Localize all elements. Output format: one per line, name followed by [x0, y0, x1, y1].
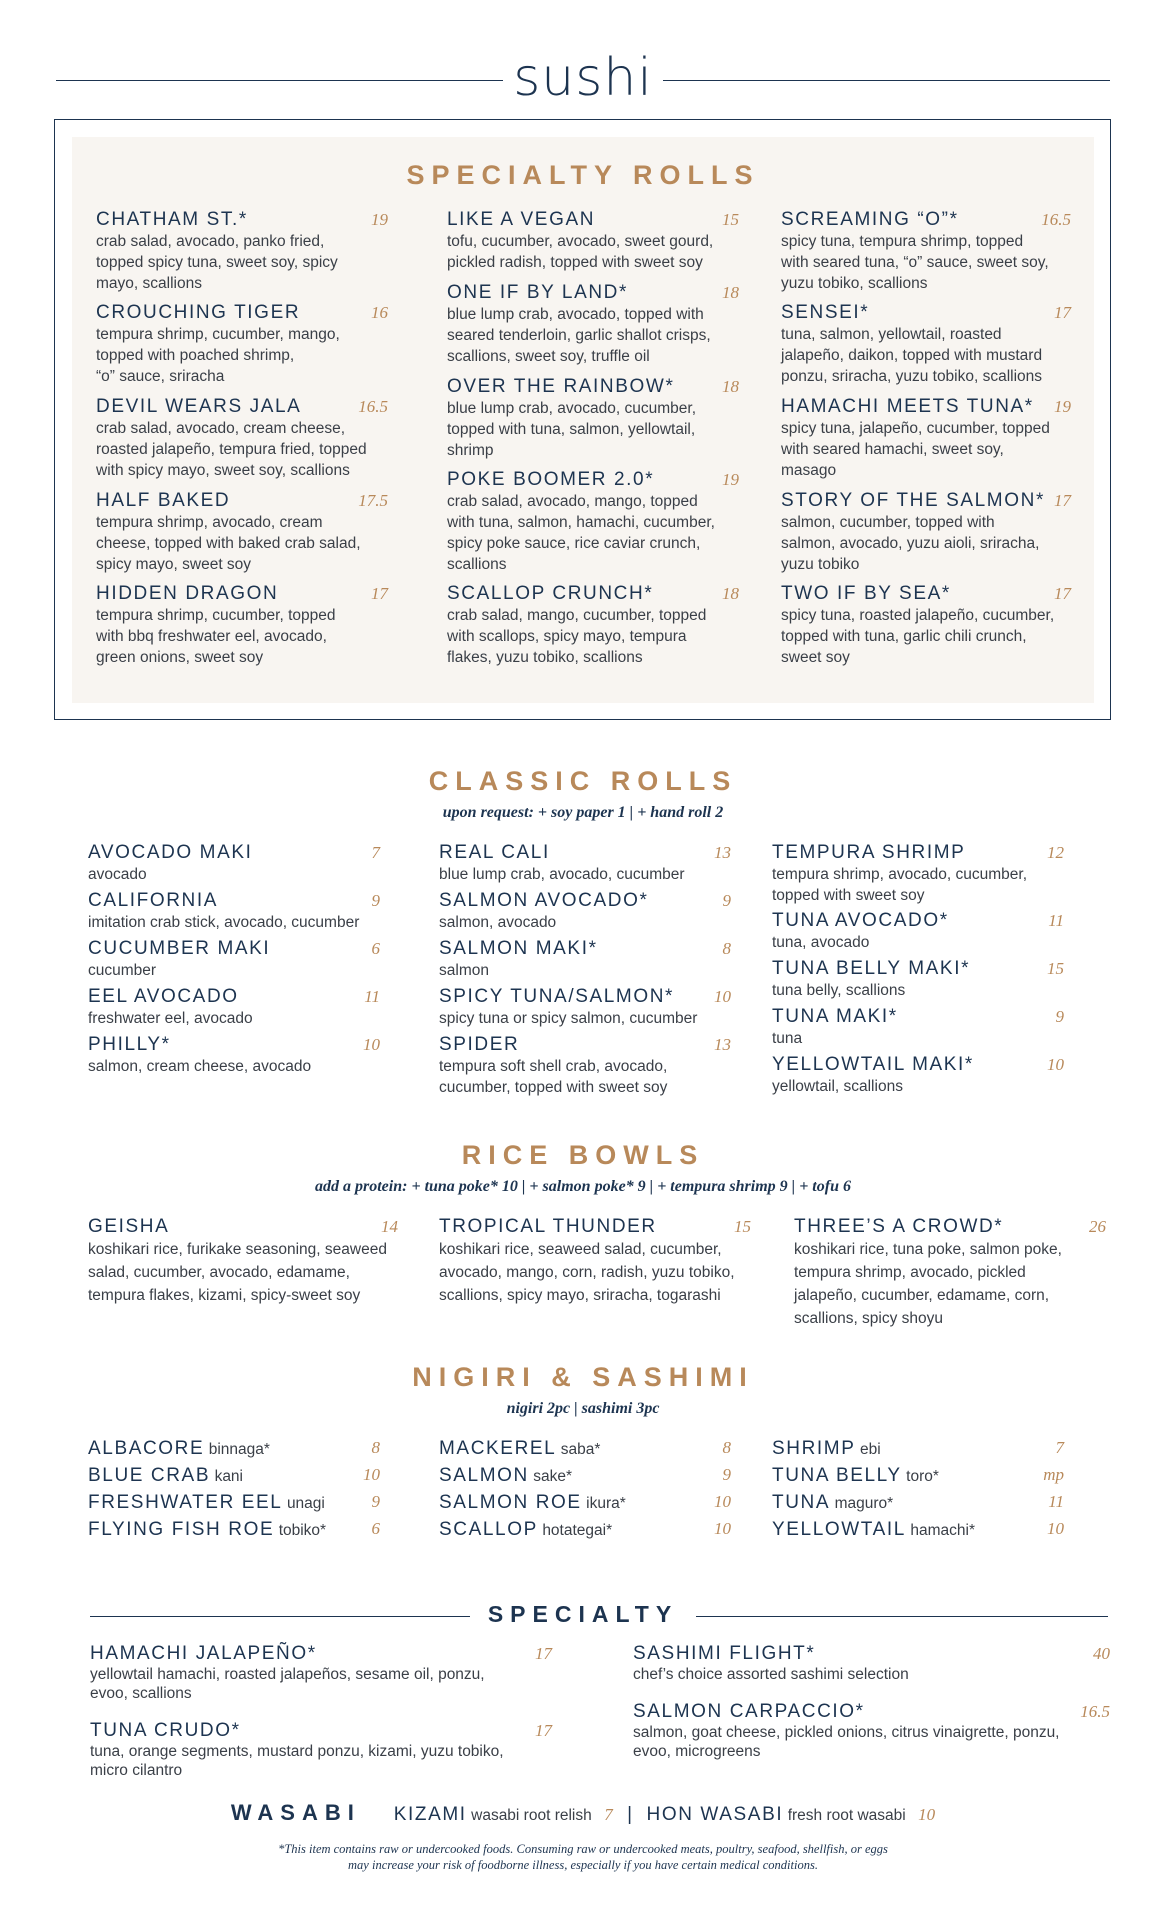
wasabi-item-sub: wasabi root relish [471, 1807, 592, 1824]
item-name: ALBACORE [88, 1438, 205, 1459]
menu-item [781, 396, 1071, 481]
item-name: SCALLOP CRUNCH* [447, 583, 654, 604]
item-name: BLUE CRAB [88, 1465, 211, 1486]
item-description: tempura shrimp, cucumber, mango, topped with poached shrimp, “o” sauce, sriracha [96, 326, 340, 385]
item-name: TUNA BELLY [772, 1465, 902, 1486]
menu-item [781, 583, 1071, 668]
item-name: SPICY TUNA/SALMON* [439, 986, 675, 1007]
item-name: TROPICAL THUNDER [439, 1216, 657, 1237]
item-price: 18 [722, 584, 739, 603]
item-name: MACKEREL [439, 1438, 557, 1459]
item-price: 17 [1054, 303, 1071, 322]
wasabi-item-name: HON WASABI [646, 1804, 784, 1825]
wasabi-item-price: 10 [918, 1805, 936, 1824]
item-price: 15 [722, 210, 739, 229]
nigiri-row [439, 1465, 731, 1487]
menu-item [439, 938, 731, 981]
item-name: CUCUMBER MAKI [88, 938, 271, 959]
item-price: 15 [1047, 959, 1064, 978]
item-price: 11 [1048, 911, 1064, 930]
item-price: 9 [722, 891, 731, 910]
rice-bowls-title: RICE BOWLS [461, 1140, 705, 1170]
menu-item [88, 842, 380, 885]
item-price: 7 [371, 843, 380, 862]
item-description: spicy tuna or spicy salmon, cucumber [439, 1010, 698, 1027]
classic-rolls-title: CLASSIC ROLLS [428, 766, 738, 796]
nigiri-row [439, 1492, 731, 1514]
item-name: TUNA CRUDO* [90, 1720, 241, 1741]
item-description: cucumber [88, 962, 157, 979]
item-price: 6 [371, 1519, 380, 1538]
item-description: crab salad, avocado, mango, topped with tuna, salmon, hamachi, cucumber, spicy poke sauce, rice caviar crunch, scallions [447, 493, 715, 573]
item-description: salmon, cucumber, topped with salmon, avocado, yuzu aioli, sriracha, yuzu tobiko [781, 514, 1040, 573]
item-name: SASHIMI FLIGHT* [633, 1643, 816, 1664]
item-description: spicy tuna, jalapeño, cucumber, topped with seared hamachi, sweet soy, masago [781, 420, 1050, 479]
specialty-rule-right [696, 1616, 1108, 1617]
item-name: SCREAMING “O”* [781, 209, 959, 230]
menu-item [781, 490, 1071, 575]
item-name: YELLOWTAIL [772, 1519, 906, 1540]
item-price: 8 [722, 1438, 731, 1457]
menu-item [88, 938, 380, 981]
item-description: tuna [772, 1030, 803, 1047]
menu-item [781, 209, 1071, 294]
item-name: SALMON CARPACCIO* [633, 1701, 865, 1722]
menu-item [90, 1643, 552, 1703]
item-japanese-name: kani [214, 1468, 243, 1485]
item-name: SHRIMP [772, 1438, 856, 1459]
item-name: SALMON AVOCADO* [439, 890, 649, 911]
item-price: 19 [722, 470, 739, 489]
menu-item [447, 469, 739, 575]
nigiri-row [439, 1519, 731, 1541]
item-description: crab salad, avocado, panko fried, topped spicy tuna, sweet soy, spicy mayo, scallions [96, 233, 338, 292]
item-name: TWO IF BY SEA* [781, 583, 951, 604]
item-price: 10 [714, 987, 731, 1006]
wasabi-separator: | [627, 1804, 633, 1825]
menu-item [772, 1054, 1064, 1097]
item-name: CROUCHING TIGER [96, 302, 301, 323]
item-price: 9 [371, 891, 380, 910]
item-name: PHILLY* [88, 1034, 171, 1055]
item-description: avocado [88, 866, 147, 883]
item-description: salmon [439, 962, 489, 979]
item-description: tuna, orange segments, mustard ponzu, kizami, yuzu tobiko, micro cilantro [90, 1743, 504, 1779]
nigiri-row [88, 1465, 380, 1487]
item-price: 17.5 [358, 491, 388, 510]
item-name: TUNA AVOCADO* [772, 910, 949, 931]
item-price: 11 [1048, 1492, 1064, 1511]
item-name: TEMPURA SHRIMP [772, 842, 966, 863]
item-description: spicy tuna, tempura shrimp, topped with seared tuna, “o” sauce, sweet soy, yuzu tobiko, scallions [781, 233, 1049, 292]
item-price: 19 [1054, 397, 1071, 416]
menu-item [96, 302, 388, 387]
nigiri-row [88, 1438, 380, 1460]
item-name: HIDDEN DRAGON [96, 583, 279, 604]
item-description: salmon, cream cheese, avocado [88, 1058, 312, 1075]
item-price: 10 [714, 1492, 731, 1511]
item-price: 13 [714, 1035, 731, 1054]
item-price: 10 [363, 1035, 380, 1054]
menu-item [447, 209, 739, 273]
item-price: 14 [381, 1217, 398, 1236]
item-price: 18 [722, 283, 739, 302]
menu-item [88, 1216, 398, 1307]
item-description: spicy tuna, roasted jalapeño, cucumber, topped with tuna, garlic chili crunch, sweet soy [781, 607, 1055, 666]
item-price: 18 [722, 377, 739, 396]
item-description: crab salad, avocado, cream cheese, roasted jalapeño, tempura fried, topped with spicy mayo, sweet soy, scallions [96, 420, 367, 479]
wasabi-row [0, 1800, 1166, 1826]
classic-rolls-subtitle: upon request: + soy paper 1 | + hand roll 2 [442, 804, 724, 821]
item-name: SALMON MAKI* [439, 938, 598, 959]
menu-item [88, 986, 380, 1029]
item-price: 9 [371, 1492, 380, 1511]
item-description: imitation crab stick, avocado, cucumber [88, 914, 360, 931]
item-price: 26 [1089, 1217, 1106, 1236]
item-price: 17 [535, 1644, 552, 1663]
wasabi-item-sub: fresh root wasabi [787, 1807, 906, 1824]
item-name: GEISHA [88, 1216, 170, 1237]
item-name: POKE BOOMER 2.0* [447, 469, 655, 490]
item-japanese-name: hamachi* [910, 1522, 975, 1539]
item-name: TUNA BELLY MAKI* [772, 958, 971, 979]
item-name: SALMON ROE [439, 1492, 582, 1513]
item-price: 10 [1047, 1055, 1064, 1074]
item-price: 9 [1055, 1007, 1064, 1026]
item-description: blue lump crab, avocado, topped with seared tenderloin, garlic shallot crisps, scallions, sweet soy, truffle oil [447, 306, 711, 365]
nigiri-row [772, 1519, 1064, 1541]
item-name: AVOCADO MAKI [88, 842, 253, 863]
item-description: tofu, cucumber, avocado, sweet gourd, pickled radish, topped with sweet soy [447, 233, 714, 271]
item-description: blue lump crab, avocado, cucumber, topped with tuna, salmon, yellowtail, shrimp [447, 400, 696, 459]
item-name: EEL AVOCADO [88, 986, 239, 1007]
menu-item [633, 1701, 1110, 1761]
item-price: 8 [371, 1438, 380, 1457]
item-name: HALF BAKED [96, 490, 231, 511]
item-price: 15 [734, 1217, 751, 1236]
nigiri-row [772, 1492, 1064, 1514]
nigiri-row [439, 1438, 731, 1460]
menu-item [794, 1216, 1106, 1330]
item-name: SENSEI* [781, 302, 870, 323]
item-description: yellowtail hamachi, roasted jalapeños, sesame oil, ponzu, evoo, scallions [90, 1666, 485, 1702]
item-description: salmon, avocado [439, 914, 557, 931]
menu-item [96, 490, 388, 575]
item-name: FRESHWATER EEL [88, 1492, 283, 1513]
item-price: 16 [371, 303, 388, 322]
wasabi-item-name: KIZAMI [393, 1804, 467, 1825]
menu-item [781, 302, 1071, 387]
item-name: HAMACHI JALAPEÑO* [90, 1643, 317, 1664]
item-price: 11 [364, 987, 380, 1006]
item-japanese-name: binnaga* [208, 1441, 270, 1458]
specialty-rolls-title: SPECIALTY ROLLS [406, 160, 760, 190]
menu-item [90, 1720, 552, 1780]
item-price: 9 [722, 1465, 731, 1484]
item-description: chef’s choice assorted sashimi selection [633, 1666, 909, 1683]
item-name: TUNA [772, 1492, 831, 1513]
item-name: LIKE A VEGAN [447, 209, 596, 230]
item-name: SPIDER [439, 1034, 520, 1055]
item-description: tempura shrimp, avocado, cream cheese, topped with baked crab salad, spicy mayo, sweet soy [96, 514, 361, 573]
item-description: tuna, salmon, yellowtail, roasted jalapeño, daikon, topped with mustard ponzu, sriracha, yuzu tobiko, scallions [781, 326, 1043, 385]
item-japanese-name: unagi [286, 1495, 325, 1512]
menu-item [439, 1034, 731, 1098]
item-description: koshikari rice, tuna poke, salmon poke, tempura shrimp, avocado, pickled jalapeño, cucumber, edamame, corn, scallions, spicy shoyu [794, 1241, 1062, 1327]
item-description: tempura shrimp, avocado, cucumber, topped with sweet soy [772, 866, 1028, 904]
menu-item [772, 958, 1064, 1001]
nigiri-subtitle: nigiri 2pc | sashimi 3pc [506, 1400, 660, 1417]
item-description: crab salad, mango, cucumber, topped with scallops, spicy mayo, tempura flakes, yuzu tobiko, scallions [447, 607, 707, 666]
item-price: 16.5 [1041, 210, 1071, 229]
menu-item [447, 583, 739, 668]
menu-item [96, 209, 388, 294]
item-japanese-name: sake* [533, 1468, 573, 1485]
item-price: 12 [1047, 843, 1064, 862]
menu-item [633, 1643, 1110, 1684]
rice-bowls-subtitle: add a protein: + tuna poke* 10 | + salmon poke* 9 | + tempura shrimp 9 | + tofu 6 [315, 1178, 851, 1195]
menu-item [88, 890, 380, 933]
nigiri-title: NIGIRI & SASHIMI [412, 1362, 754, 1392]
item-japanese-name: saba* [560, 1441, 601, 1458]
item-japanese-name: tobiko* [278, 1522, 327, 1539]
item-description: koshikari rice, seaweed salad, cucumber, avocado, mango, corn, radish, yuzu tobiko, scallions, spicy mayo, sriracha, togarashi [439, 1241, 735, 1304]
item-name: STORY OF THE SALMON* [781, 490, 1045, 511]
item-price: 8 [722, 939, 731, 958]
item-description: salmon, goat cheese, pickled onions, citrus vinaigrette, ponzu, evoo, microgreens [633, 1724, 1060, 1760]
nigiri-row [88, 1492, 380, 1514]
item-description: tuna, avocado [772, 934, 870, 951]
item-description: tempura soft shell crab, avocado, cucumber, topped with sweet soy [439, 1058, 668, 1096]
item-name: TUNA MAKI* [772, 1006, 898, 1027]
item-price: 17 [371, 584, 388, 603]
nigiri-row [772, 1438, 1064, 1460]
item-name: DEVIL WEARS JALA [96, 396, 302, 417]
item-name: FLYING FISH ROE [88, 1519, 275, 1540]
menu-item [772, 910, 1064, 953]
item-price: 13 [714, 843, 731, 862]
item-japanese-name: ikura* [586, 1495, 626, 1512]
menu-item [439, 890, 731, 933]
item-price: mp [1043, 1465, 1064, 1484]
raw-food-disclaimer: *This item contains raw or undercooked foods. Consuming raw or undercooked meats, poultry, seafood, shellfish, or eggs may increase your risk of foodborne illness, especially if you have certain medical conditions. [278, 1842, 888, 1872]
item-japanese-name: ebi [859, 1441, 881, 1458]
item-price: 6 [371, 939, 380, 958]
item-description: blue lump crab, avocado, cucumber [439, 866, 685, 883]
item-name: YELLOWTAIL MAKI* [772, 1054, 974, 1075]
item-name: OVER THE RAINBOW* [447, 376, 675, 397]
item-price: 7 [1055, 1438, 1064, 1457]
menu-item [439, 986, 731, 1029]
wasabi-title: WASABI [230, 1800, 361, 1825]
item-price: 10 [363, 1465, 380, 1484]
item-description: freshwater eel, avocado [88, 1010, 253, 1027]
item-japanese-name: toro* [906, 1468, 939, 1485]
item-price: 16.5 [1080, 1702, 1110, 1721]
item-japanese-name: maguro* [834, 1495, 894, 1512]
menu-item [439, 842, 731, 885]
menu-item [447, 376, 739, 461]
item-description: yellowtail, scallions [772, 1078, 903, 1095]
item-name: HAMACHI MEETS TUNA* [781, 396, 1034, 417]
item-price: 10 [1047, 1519, 1064, 1538]
menu-item [96, 396, 388, 481]
menu-item [772, 842, 1064, 906]
specialty-title: SPECIALTY [487, 1601, 679, 1627]
item-name: CHATHAM ST.* [96, 209, 248, 230]
header-rule-right [663, 80, 1110, 81]
menu-item [772, 1006, 1064, 1049]
item-description: tuna belly, scallions [772, 982, 906, 999]
menu-item [96, 583, 388, 668]
item-price: 17 [1054, 491, 1071, 510]
item-name: SCALLOP [439, 1519, 538, 1540]
item-price: 17 [1054, 584, 1071, 603]
wasabi-item-price: 7 [604, 1805, 613, 1824]
item-name: SALMON [439, 1465, 529, 1486]
item-name: THREE’S A CROWD* [794, 1216, 1004, 1237]
item-price: 10 [714, 1519, 731, 1538]
menu-title: sushi [513, 48, 653, 108]
item-japanese-name: hotategai* [542, 1522, 613, 1539]
menu-item [88, 1034, 380, 1077]
item-price: 17 [535, 1721, 552, 1740]
item-name: REAL CALI [439, 842, 550, 863]
menu-item [439, 1216, 751, 1307]
item-name: CALIFORNIA [88, 890, 219, 911]
item-name: ONE IF BY LAND* [447, 282, 628, 303]
item-price: 19 [371, 210, 388, 229]
item-description: koshikari rice, furikake seasoning, seaweed salad, cucumber, avocado, edamame, tempura flakes, kizami, spicy-sweet soy [88, 1241, 387, 1304]
item-price: 40 [1093, 1644, 1110, 1663]
menu-item [447, 282, 739, 367]
nigiri-row [772, 1465, 1064, 1487]
item-description: tempura shrimp, cucumber, topped with bbq freshwater eel, avocado, green onions, sweet soy [96, 607, 336, 666]
item-price: 16.5 [358, 397, 388, 416]
nigiri-row [88, 1519, 380, 1541]
